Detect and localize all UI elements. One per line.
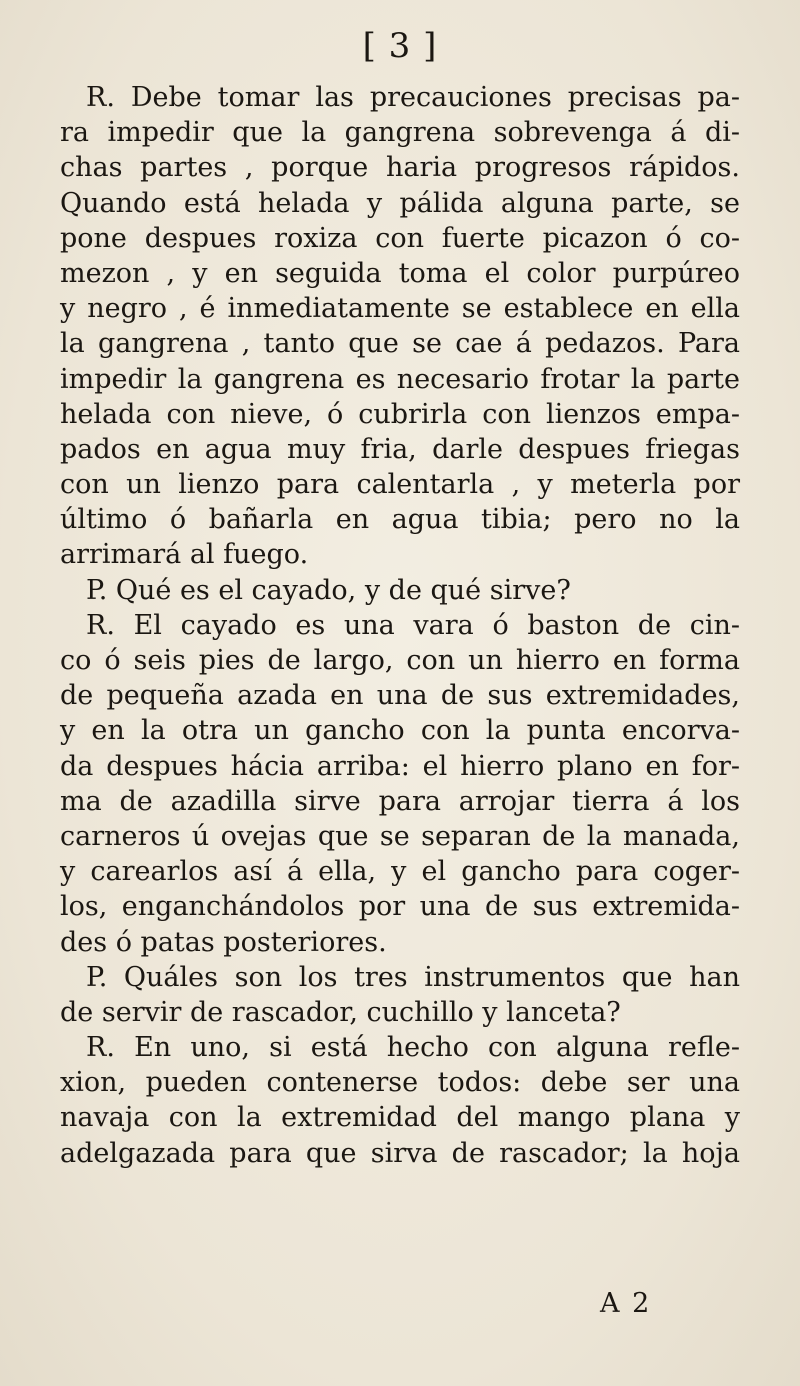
text-line: arrimará al fuego. [60,539,309,571]
text-line: de pequeña azada en una de sus extremidades, [60,680,740,712]
text-line: P. Quáles son los tres instrumentos que han [86,961,740,993]
printer-signature: A 2 [600,1288,652,1319]
text-line: y en la otra un gancho con la punta encorva- [60,715,740,747]
text-line: carneros ú ovejas que se separan de la manada, [60,820,740,852]
text-line: chas partes , porque haria progresos rápidos. [60,152,740,184]
text-line: la gangrena , tanto que se cae á pedazos. Para [60,328,740,360]
text-line: R. Debe tomar las precauciones precisas pa- [86,82,740,113]
text-line: último ó bañarla en agua tibia; pero no la [60,504,740,536]
text-line: pados en agua muy fria, darle despues friegas [60,433,740,465]
text-line: adelgazada para que sirva de rascador; la hoja [60,1137,740,1169]
text-line: co ó seis pies de largo, con un hierro en forma [60,645,740,676]
text-line: los, enganchándolos por una de sus extremida- [60,891,740,923]
text-line: des ó patas posteriores. [60,926,387,958]
text-line: y negro , é inmediatamente se establece en ella [60,293,740,325]
text-line: ra impedir que la gangrena sobrevenga á di- [60,117,740,149]
text-line: R. En uno, si está hecho con alguna refle- [86,1032,740,1064]
text-line: P. Qué es el cayado, y de qué sirve? [86,574,571,606]
body-text [60,80,740,1171]
text-line: da despues hácia arriba: el hierro plano en for- [60,750,740,782]
text-line: xion, pueden contenerse todos: debe ser una [60,1067,740,1099]
text-line: mezon , y en seguida toma el color purpúreo [60,257,740,289]
text-line: helada con nieve, ó cubrirla con lienzos empa- [60,398,740,430]
text-line: R. El cayado es una vara ó baston de cin- [86,609,740,641]
text-line: Quando está helada y pálida alguna parte, se [60,187,740,219]
text-line: y carearlos así á ella, y el gancho para coger- [60,856,740,888]
text-line: con un lienzo para calentarla , y meterla por [60,469,740,501]
text-line: de servir de rascador, cuchillo y lanceta? [60,996,621,1028]
page-number: [ 3 ] [362,26,438,66]
text-line: impedir la gangrena es necesario frotar la parte [60,363,740,395]
text-line: pone despues roxiza con fuerte picazon ó co- [60,222,740,254]
text-line: navaja con la extremidad del mango plana y [60,1102,740,1134]
text-line: ma de azadilla sirve para arrojar tierra á los [60,785,740,817]
